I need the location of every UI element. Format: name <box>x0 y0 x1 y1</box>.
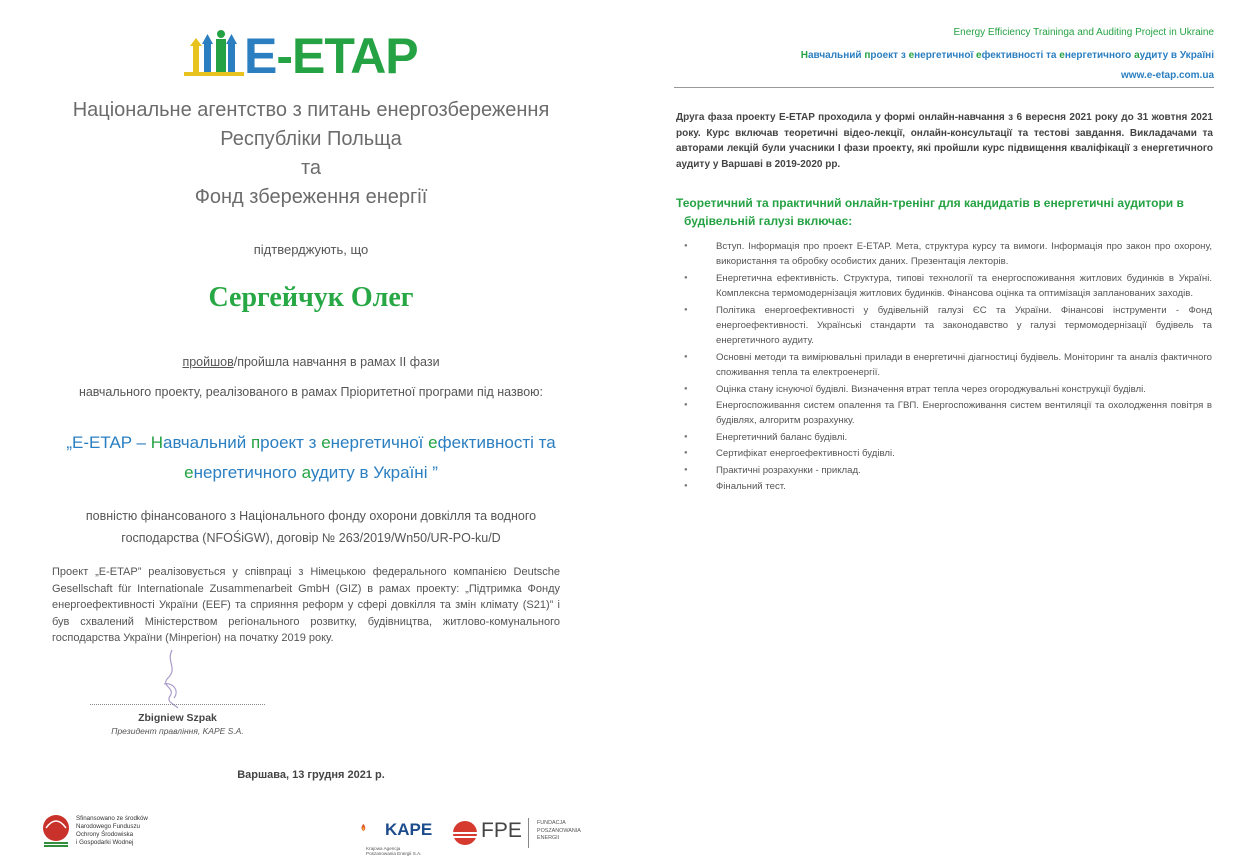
issue-date: Варшава, 13 грудня 2021 р. <box>237 769 385 781</box>
list-item: ● Вступ. Інформація про проект E-ETAP. Мета, структура курсу та вимоги. Інформація про закон про охорону, використання та обробку особистих даних. Презентація лекторів. <box>680 239 1212 270</box>
nfosigw-logo <box>38 812 74 848</box>
header-ukrainian: Навчальний проект з енергетичної ефективності та енергетичного аудиту в Україні <box>800 50 1214 61</box>
project-title: „E-ETAP – Навчальний проект з енергетичної ефективності та енергетичного аудиту в Україні ” <box>66 433 556 482</box>
agency-line: Національне агентство з питань енергозбереження <box>72 99 550 121</box>
signatory-name: Zbigniew Szpak <box>138 712 217 724</box>
list-item: ● Оцінка стану існуючої будівлі. Визначення втрат тепла через огороджувальні конструкції будівлі. <box>680 382 1212 397</box>
agency-line: Фонд збереження енергії <box>194 186 428 208</box>
giz-cooperation-text: Проект „E-ETAP” реалізовується у співпраці з Німецькою федерального компанією Deutsche Gesellschaft für Internationale Zusammenarbeit GmbH (GIZ) в рамах проекту: „Підтримка Фонду енергоефективності України (EEF) та сприяння реформ у сфері довкілля та змін клімату (S21)” і був схвалений Міністерством регіонального розвитку, будівництва, житлово-комунального господарства України (Мінрегіон) на початку 2019 року. <box>52 566 560 645</box>
header-english: Energy Efficiency Traininga and Auditing Project in Ukraine <box>953 27 1214 38</box>
list-item: ● Енергетична ефективність. Структура, типові технології та енергоспоживання житлових будинків в Україні. Комплексна термомодернізація житлових будинків. Фінансова оцінка та оптимізація запланованих заходів. <box>680 271 1212 302</box>
website-link[interactable]: www.e-etap.com.ua <box>1121 70 1214 81</box>
fpe-divider <box>528 818 529 848</box>
kape-subtext: Krajowa Agencja Poszanowania Energii S.A. <box>366 846 422 857</box>
intro-paragraph: Друга фаза проекту E-ETAP проходила у формі онлайн-навчання з 6 вересня 2021 року до 31 жовтня 2021 року. Курс включав теоретичні відео-лекції, онлайн-консультації та тестові завдання. Викладачами та авторами лекцій були учасники I фази проекту, які пройшли курс підвищення кваліфікації з енергетичного аудиту у Варшаві в 2019-2020 рр. <box>676 112 1213 170</box>
list-item: ● Політика енергоефективності у будівельній галузі ЄС та України. Фінансові інструменти - Фонд енергоефективності. Українські стандарти та законодавство у галузі термомодернізації будівель та енергетичного аудиту. <box>680 303 1212 349</box>
funding-statement: повністю фінансованого з Національного фонду охорони довкілля та водного господарства (NFOŚiGW), договір № 263/2019/Wn50/UR-PO-ku/D <box>85 509 537 545</box>
e-etap-logo <box>184 28 434 84</box>
confirm-text: підтверджують, що <box>253 242 369 257</box>
logo-wordmark: E-ETAP <box>244 28 418 84</box>
list-item: ● Сертифікат енергоефективності будівлі. <box>680 446 1212 461</box>
list-item: ● Фінальний тест. <box>680 479 1212 494</box>
signatory-role: Президент правління, KAPE S.A. <box>111 726 244 736</box>
program-line: навчального проекту, реалізованого в рамах Пріоритетної програми під назвою: <box>78 385 544 399</box>
passed-rest: /пройшла навчання в рамах II фази <box>233 355 440 369</box>
agency-line: Республіки Польща <box>220 128 402 150</box>
topic-list <box>680 239 1212 496</box>
people-figures-icon <box>184 28 244 84</box>
passed-underlined: пройшов <box>182 355 234 369</box>
list-item: ● Енергетичний баланс будівлі. <box>680 430 1212 445</box>
handwritten-signature <box>152 648 192 710</box>
agency-line: та <box>300 157 322 179</box>
kape-logo-text: KAPE <box>385 820 433 839</box>
fpe-subtext: FUNDACJA POSZANOWANIA ENERGII <box>537 820 581 841</box>
fpe-logo-icon <box>452 820 478 846</box>
list-item: ● Енергоспоживання систем опалення та ГВП. Енергоспоживання систем вентиляції та охолодження повітря в будівлях, алгоритм розрахунку. <box>680 398 1212 429</box>
nfosigw-text: Sfinansowano ze środków Narodowego Funduszu Ochrony Środowiska i Gospodarki Wodnej <box>76 815 148 846</box>
signature-line <box>90 704 265 705</box>
kape-flame-icon <box>360 814 384 844</box>
header-divider <box>674 87 1214 88</box>
list-item: ● Основні методи та вимірювальні прилади в енергетичні діагностиці будівель. Моніторинг та аналіз фактичного споживання тепла та електроенергії. <box>680 350 1212 381</box>
recipient-name: Сергейчук Олег <box>208 282 414 313</box>
fpe-logo-text: FPE <box>481 819 522 842</box>
certificate-back-page <box>622 0 1244 865</box>
issuing-organizations <box>0 96 622 212</box>
completion-statement <box>0 347 622 407</box>
list-item: ● Практичні розрахунки - приклад. <box>680 463 1212 478</box>
training-heading: Теоретичний та практичний онлайн-тренінг для кандидатів в енергетичні аудитори в будівельній галузі включає: <box>676 196 1184 228</box>
